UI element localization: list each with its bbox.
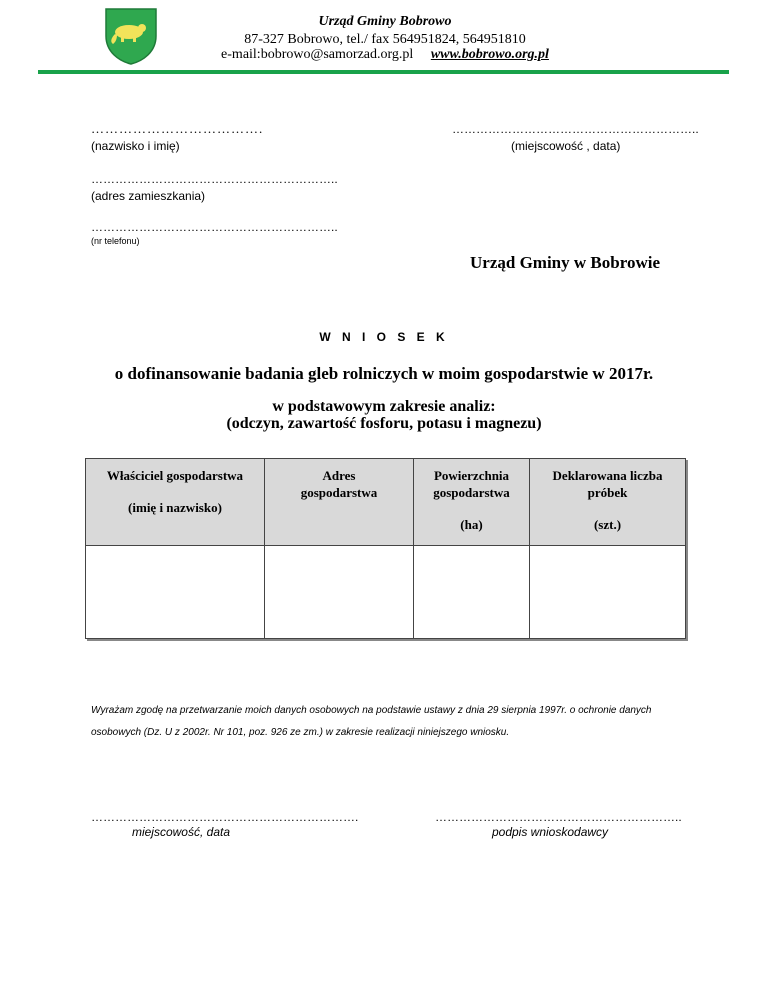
signature-place-date-label: miejscowość, data [131, 825, 231, 839]
place-date-field-label: (miejscowość , data) [511, 139, 621, 153]
col-samples-title: Deklarowana liczba [552, 468, 663, 483]
col-samples-header [530, 459, 686, 546]
office-website-link[interactable]: www.bobrowo.org.pl [430, 47, 549, 62]
phone-field-label: (nr telefonu) [91, 236, 140, 246]
office-address: 87-327 Bobrowo, tel./ fax 564951824, 564951810 [244, 32, 526, 47]
col-area-subtitle: gospodarstwa [433, 485, 510, 500]
address-input-cell[interactable] [265, 546, 414, 639]
document-heading: W N I O S E K [319, 330, 449, 344]
scope-line-1: w podstawowym zakresie analiz: [272, 398, 496, 415]
col-samples-unit: (szt.) [593, 517, 622, 532]
name-field-label: (nazwisko i imię) [91, 139, 180, 153]
col-owner-header [86, 459, 265, 546]
consent-statement: Wyrażam zgodę na przetwarzanie moich danych osobowych na podstawie ustawy z dnia 29 sierpnia 1997r. o ochronie danych osobowych (Dz. U z 2002r. Nr 101, poz. 926 ze zm.) w zakresie realizacji niniejszego wniosku. [91, 705, 652, 738]
header-divider [38, 70, 729, 74]
farm-data-table [85, 458, 686, 639]
owner-input-cell[interactable] [86, 546, 265, 639]
col-samples-subtitle: próbek [587, 485, 628, 500]
table-row [86, 546, 686, 639]
signature-label: podpis wnioskodawcy [491, 825, 609, 839]
samples-input-cell[interactable] [530, 546, 686, 639]
name-field-dots[interactable]: ………………………………. [91, 121, 264, 136]
phone-field-dots[interactable]: …………………………………………………….. [91, 220, 338, 234]
col-owner-subtitle: (imię i nazwisko) [128, 500, 222, 515]
col-address-header [265, 459, 414, 546]
col-area-header [414, 459, 530, 546]
address-field-dots[interactable]: …………………………………………………….. [91, 172, 338, 186]
office-contact [160, 46, 610, 63]
signature-place-date-dots[interactable]: …………………………………………………………. [91, 810, 359, 824]
recipient-office: Urząd Gminy w Bobrowie [470, 253, 660, 272]
col-address-title: Adres [322, 468, 356, 483]
document-subject: o dofinansowanie badania gleb rolniczych w moim gospodarstwie w 2017r. [114, 364, 654, 383]
col-owner-title: Właściciel gospodarstwa [106, 468, 244, 483]
scope-line-2: (odczyn, zawartość fosforu, potasu i magnezu) [226, 415, 542, 432]
area-input-cell[interactable] [414, 546, 530, 639]
office-title: Urząd Gminy Bobrowo [318, 14, 452, 29]
col-area-unit: (ha) [460, 517, 483, 532]
office-email: e-mail:bobrowo@samorzad.org.pl [221, 47, 414, 62]
place-date-field-dots[interactable]: …………………………………………………….. [452, 122, 699, 136]
col-address-subtitle: gospodarstwa [300, 485, 378, 500]
col-area-title: Powierzchnia [433, 468, 510, 483]
beaver-crest-icon [103, 6, 159, 66]
signature-dots[interactable]: …………………………………………………….. [435, 810, 682, 824]
address-field-label: (adres zamieszkania) [91, 189, 206, 203]
table-header-row [86, 459, 686, 546]
